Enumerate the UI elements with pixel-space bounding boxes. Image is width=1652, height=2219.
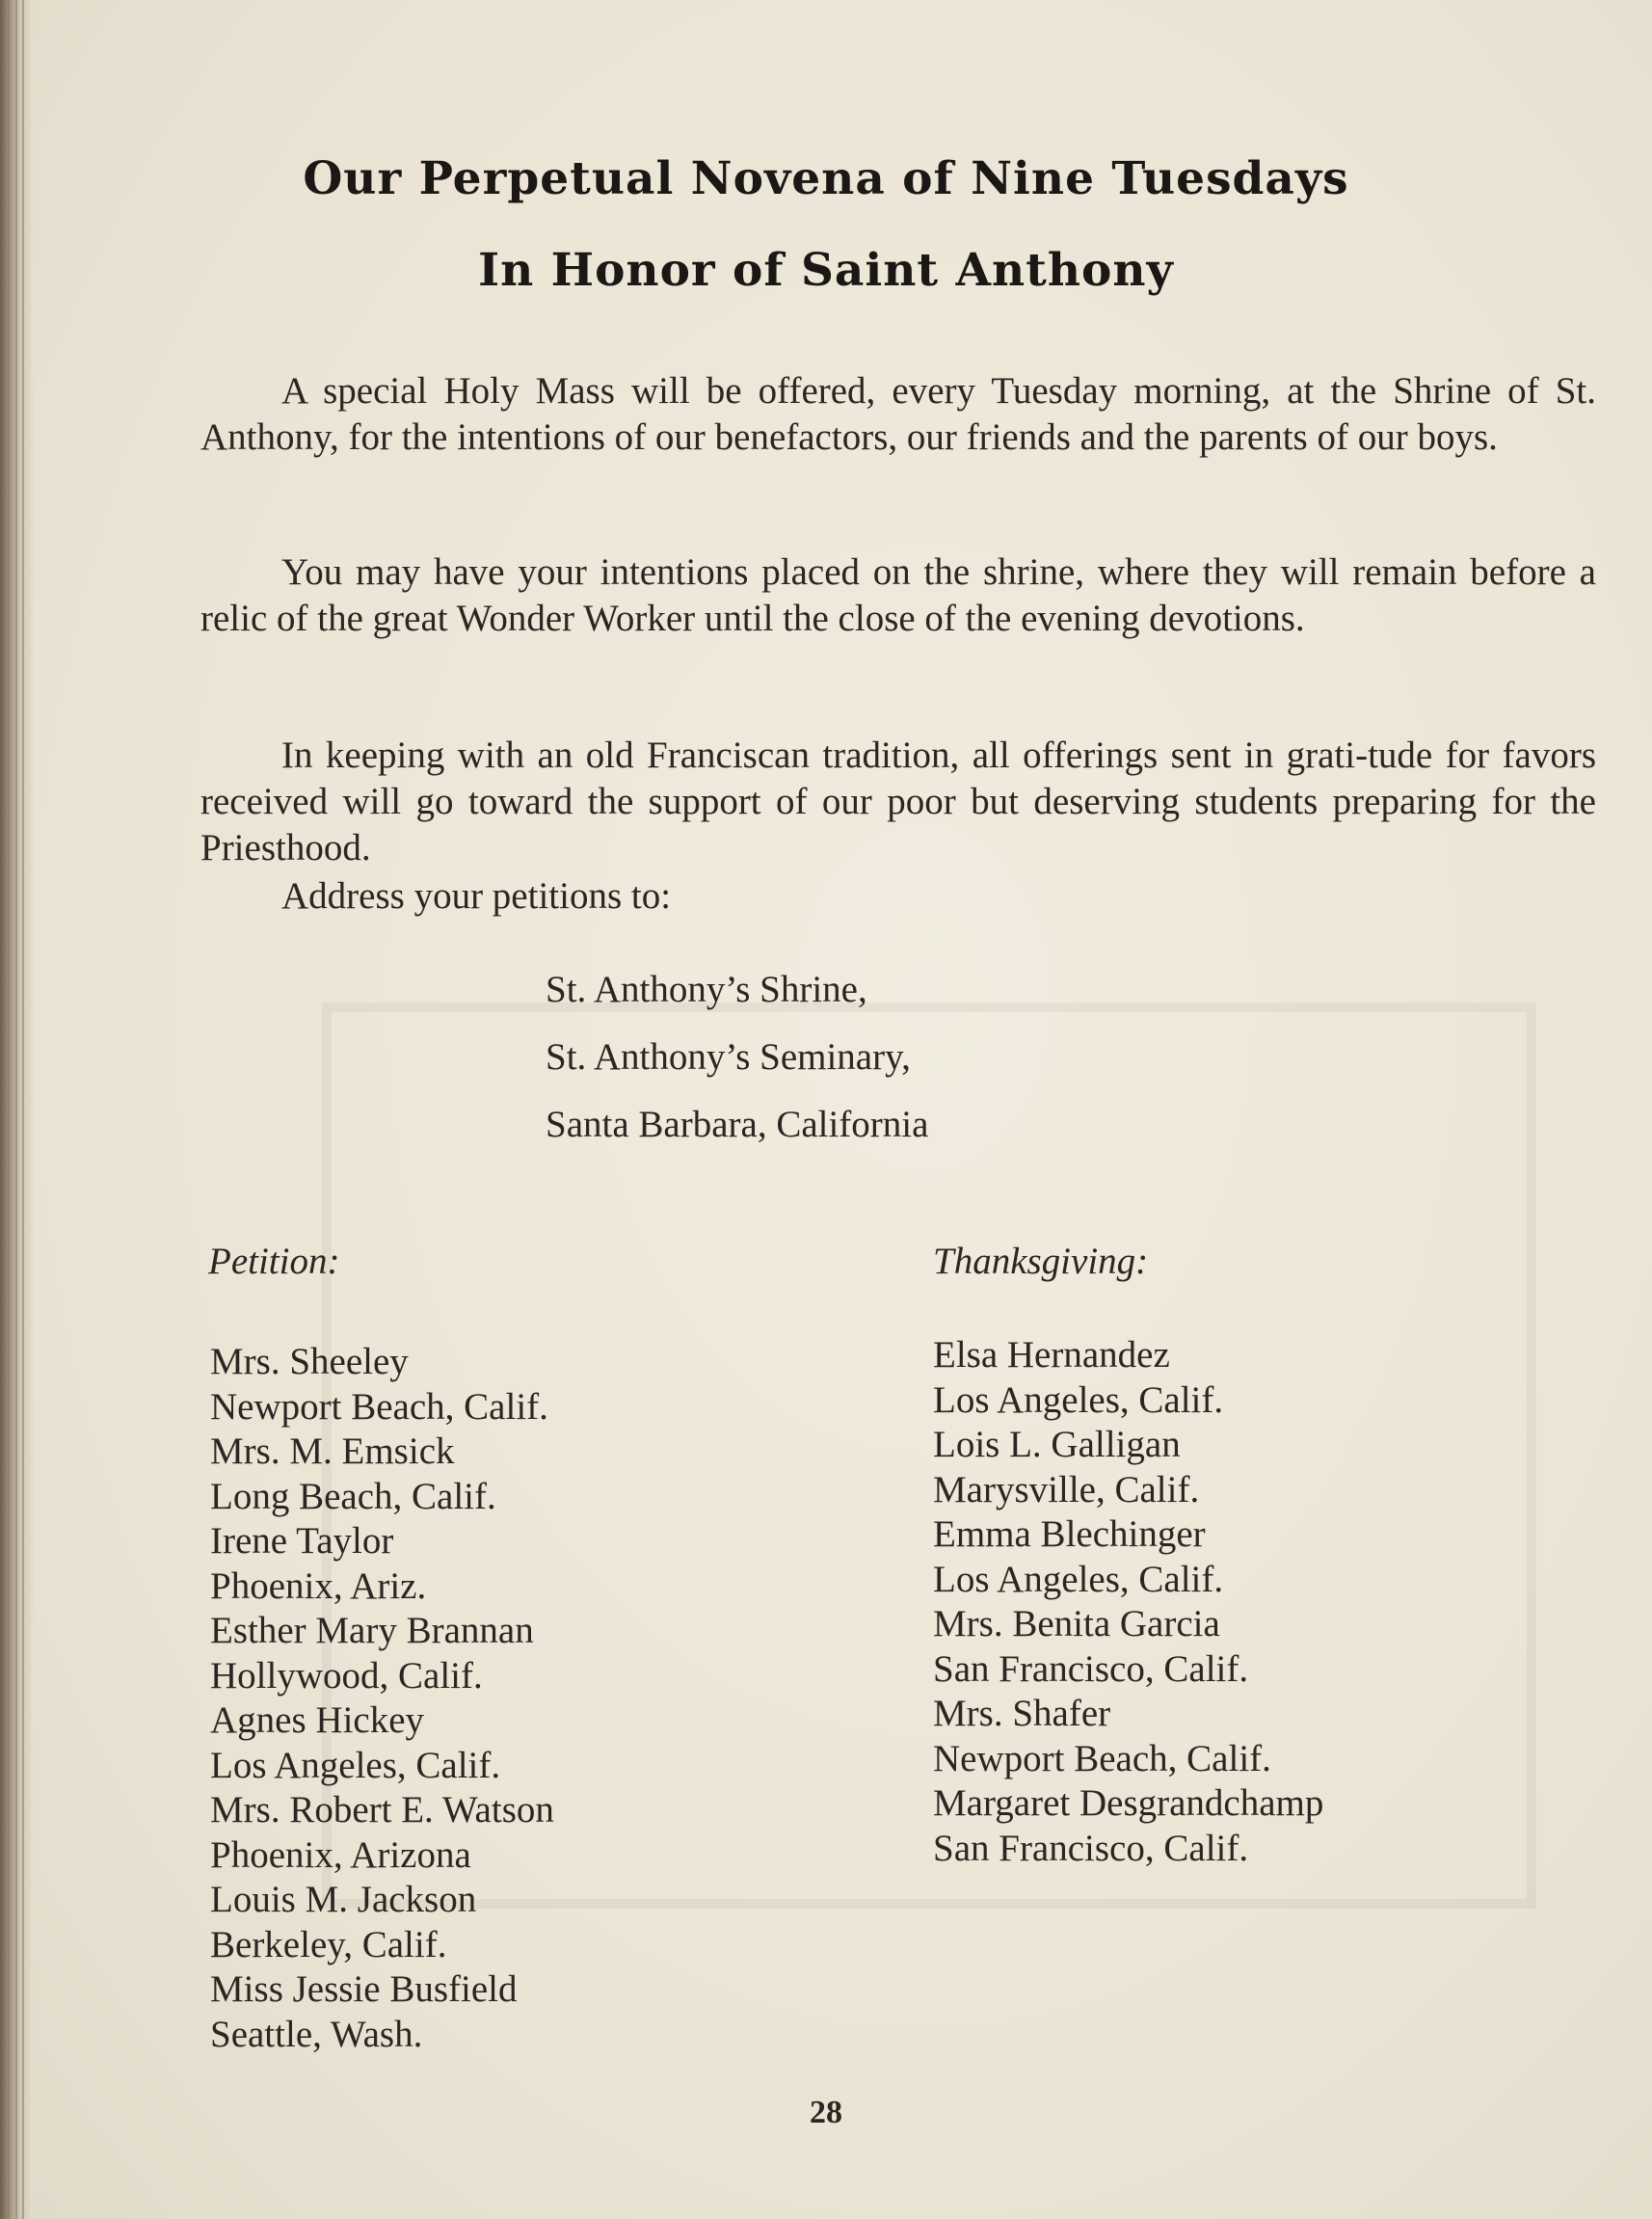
list-item: Mrs. Robert E. Watson (210, 1789, 554, 1831)
list-item: Marysville, Calif. (933, 1468, 1200, 1511)
page-number: 28 (810, 2095, 842, 2130)
book-spine-shadow (0, 0, 33, 2219)
list-item: Phoenix, Arizona (210, 1833, 471, 1876)
list-item: Mrs. Shafer (933, 1693, 1111, 1734)
thanksgiving-heading: Thanksgiving: (933, 1241, 1149, 1282)
list-item: Berkeley, Calif. (210, 1923, 447, 1965)
list-item: Newport Beach, Calif. (210, 1385, 548, 1428)
list-item: San Francisco, Calif. (933, 1827, 1249, 1869)
address-line: Santa Barbara, California (546, 1104, 929, 1145)
page-subtitle: In Honor of Saint Anthony (478, 244, 1174, 297)
list-item: Phoenix, Ariz. (210, 1564, 427, 1607)
list-item: Agnes Hickey (210, 1699, 425, 1741)
list-item: Mrs. Sheeley (210, 1341, 409, 1382)
list-item: Esther Mary Brannan (210, 1610, 534, 1651)
list-item: Lois L. Galligan (933, 1424, 1181, 1465)
list-item: Mrs. Benita Garcia (933, 1603, 1220, 1644)
list-item: Mrs. M. Emsick (210, 1430, 455, 1472)
page-title: Our Perpetual Novena of Nine Tuesdays (303, 152, 1349, 205)
list-item: Emma Blechinger (933, 1513, 1206, 1555)
offerings-paragraph: In keeping with an old Franciscan tradition, all offerings sent in grati-tude for favors received will go toward the support of our poor but deserving students preparing for the Priesthood. (200, 735, 1596, 869)
petition-list (210, 1340, 554, 2057)
address-line: St. Anthony’s Shrine, (546, 969, 867, 1010)
list-item: Miss Jessie Busfield (210, 1968, 518, 2010)
list-item: Long Beach, Calif. (210, 1475, 496, 1517)
list-item: Margaret Desgrandchamp (933, 1782, 1324, 1824)
page-edge-line (15, 0, 17, 2219)
list-item: Newport Beach, Calif. (933, 1737, 1271, 1779)
list-item: Hollywood, Calif. (210, 1654, 483, 1697)
address-line: St. Anthony’s Seminary, (546, 1036, 911, 1078)
page-edge-line (22, 0, 24, 2219)
list-item: San Francisco, Calif. (933, 1647, 1249, 1690)
thanksgiving-list (933, 1333, 1323, 1871)
intentions-paragraph: You may have your intentions placed on the shrine, where they will remain before a relic of the great Wonder Worker until the close of the evening devotions. (200, 551, 1596, 639)
page-edge-line (8, 0, 10, 2219)
list-item: Irene Taylor (210, 1520, 394, 1562)
list-item: Seattle, Wash. (210, 2013, 423, 2055)
address-intro: Address your petitions to: (281, 875, 672, 917)
mass-paragraph: A special Holy Mass will be offered, every Tuesday morning, at the Shrine of St. Anthony, for the intentions of our benefactors, our friends and the parents of our boys. (200, 370, 1596, 458)
list-item: Elsa Hernandez (933, 1334, 1170, 1376)
list-item: Los Angeles, Calif. (210, 1744, 501, 1786)
list-item: Los Angeles, Calif. (933, 1378, 1224, 1421)
list-item: Los Angeles, Calif. (933, 1558, 1224, 1600)
petition-heading: Petition: (208, 1241, 340, 1282)
mailing-address (546, 956, 928, 1159)
list-item: Louis M. Jackson (210, 1879, 477, 1920)
